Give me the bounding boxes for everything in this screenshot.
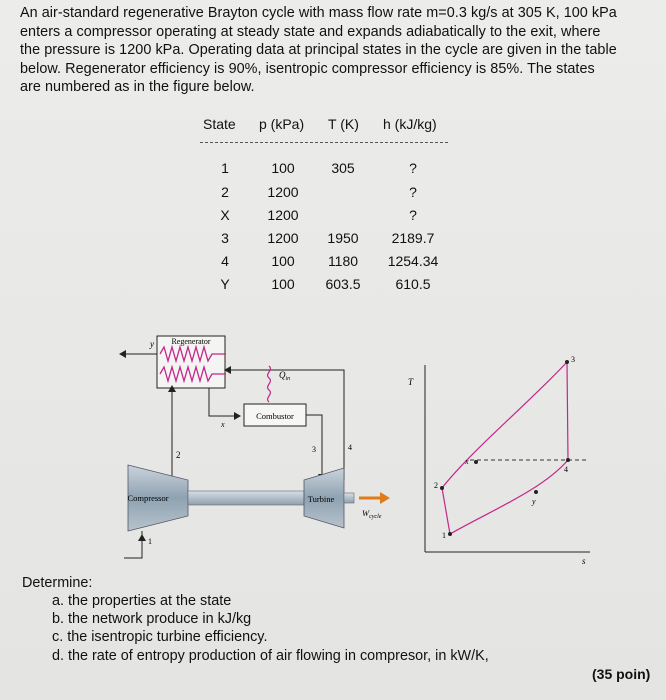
table-cell: 603.5 (325, 276, 361, 292)
table-cell: 1 (221, 160, 229, 176)
table-cell: 100 (271, 160, 295, 176)
table-cell: 305 (331, 160, 355, 176)
table-cell: 100 (271, 276, 295, 292)
question-item: c. the isentropic turbine efficiency. (52, 629, 268, 646)
table-cell: 100 (271, 253, 295, 269)
header-pressure: p (kPa) (259, 116, 305, 132)
w-cycle-label: $W_{cycle}$ (362, 508, 382, 520)
intro-line: are numbered as in the figure below. (20, 79, 255, 96)
ts-s-axis-label: s (582, 556, 586, 566)
cycle-diagram (112, 330, 592, 580)
table-cell: 610.5 (395, 276, 431, 292)
question-item: d. the rate of entropy production of air flowing in compresor, in kW/K, (52, 647, 489, 664)
header-enthalpy: h (kJ/kg) (383, 116, 437, 132)
table-cell: 1180 (327, 253, 359, 269)
turbine-label: Turbine (307, 494, 335, 504)
ts-state-2: 2 (434, 481, 438, 490)
heat-input-wave-icon (268, 366, 271, 402)
question-list (52, 592, 489, 665)
table-cell: X (220, 207, 230, 223)
table-divider (200, 142, 448, 143)
table-cell: ? (409, 160, 417, 176)
table-cell: 3 (221, 230, 229, 246)
ts-t-axis-label: T (408, 377, 414, 387)
ts-diagram (408, 355, 590, 566)
intro-line: the pressure is 1200 kPa. Operating data at principal states in the cycle are given in the table (20, 42, 617, 59)
points-label: (35 poin) (592, 666, 651, 682)
table-cell: ? (409, 184, 417, 200)
state-3-label: 3 (312, 445, 316, 454)
intro-line: An air-standard regenerative Brayton cycle with mass flow rate m=0.3 kg/s at 305 K, 100 kPa (20, 5, 617, 21)
table-cell: 1254.34 (387, 253, 439, 269)
regenerator-label: Regenerator (171, 337, 211, 346)
state-4-label: 4 (348, 443, 352, 452)
compressor (127, 465, 188, 531)
header-temperature: T (K) (328, 116, 359, 132)
table-cell: ? (409, 207, 417, 223)
table-cell: Y (220, 276, 230, 292)
table-cell: 4 (221, 253, 229, 269)
table-cell: 1950 (327, 230, 359, 246)
compressor-label: Compressor (127, 493, 169, 503)
ts-state-y: y (532, 497, 536, 506)
table-cell: 1200 (267, 207, 299, 223)
table-cell: 1200 (267, 230, 299, 246)
regenerator (157, 336, 226, 388)
question-item: a. the properties at the state (52, 593, 232, 609)
combustor-label: Combustor (256, 411, 294, 421)
state-2-label: 2 (176, 450, 181, 460)
determine-heading: Determine: (22, 575, 93, 591)
intro-line: enters a compressor operating at steady state and expands adiabatically to the exit, where (20, 23, 601, 40)
ts-state-1: 1 (442, 531, 446, 540)
table-cell: 1200 (267, 184, 299, 200)
combustor (244, 366, 306, 426)
state-1-label: 1 (148, 537, 152, 546)
state-x-label: x (221, 420, 225, 429)
intro-line: below. Regenerator efficiency is 90%, isentropic compressor efficiency is 85%. The states (20, 60, 595, 77)
ts-state-x: x (465, 457, 469, 466)
table-cell: 2 (221, 184, 229, 200)
q-in-label: $Q_{in}$ (279, 370, 291, 382)
turbine (304, 468, 354, 528)
shaft (188, 491, 304, 505)
table-cell: 2189.7 (391, 230, 435, 246)
header-state: State (203, 116, 236, 132)
state-y-label: y (150, 339, 154, 349)
ts-state-3: 3 (571, 355, 575, 364)
ts-state-4: 4 (564, 465, 568, 474)
problem-statement (20, 4, 656, 97)
question-item: b. the network produce in kJ/kg (52, 611, 252, 628)
